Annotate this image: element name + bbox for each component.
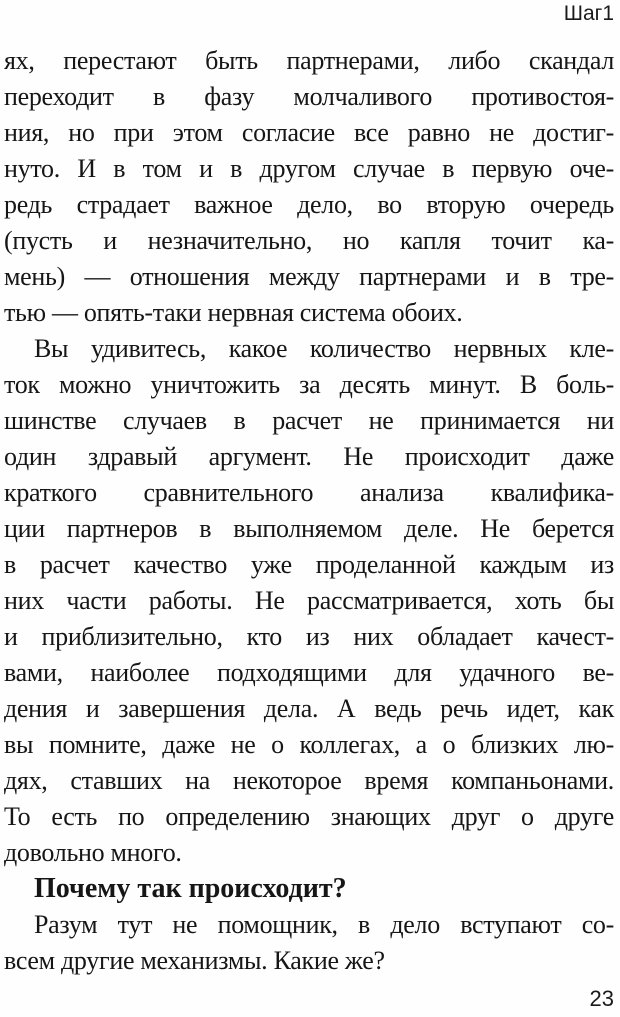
text-line: Вы удивитесь, какое количество нервных кле- <box>34 334 614 363</box>
section-heading: Почему так происходит? <box>34 873 347 904</box>
page-number: 23 <box>589 986 614 1011</box>
text-line: переходит в фазу молчаливого противостоя- <box>4 82 614 111</box>
text-line: ния, но при этом согласие все равно не достиг- <box>4 118 614 147</box>
text-line: всем другие механизмы. Какие же? <box>4 946 385 975</box>
text-line: вами, наиболее подходящими для удачного ве- <box>4 658 614 687</box>
text-line: ток можно уничтожить за десять минут. В боль- <box>4 370 614 399</box>
text-line: ции партнеров в выполняемом деле. Не берется <box>4 514 614 543</box>
text-line: нуто. И в том и в другом случае в первую оче- <box>4 154 614 183</box>
text-line: ях, перестают быть партнерами, либо скандал <box>4 46 614 75</box>
text-line: Разум тут не помощник, в дело вступают со- <box>34 910 614 939</box>
text-line: довольно много. <box>4 838 182 867</box>
text-block <box>4 43 614 979</box>
text-line: тью — опять-таки нервная система обоих. <box>4 298 463 327</box>
running-header <box>564 2 614 25</box>
text-line: один здравый аргумент. Не происходит даже <box>4 442 614 471</box>
text-line: редь страдает важное дело, во вторую очередь <box>4 190 614 219</box>
text-line: вы помните, даже не о коллегах, а о близких лю- <box>4 730 614 759</box>
text-line: шинстве случаев в расчет не принимается ни <box>4 406 614 435</box>
text-line: (пусть и незначительно, но капля точит ка- <box>4 226 614 255</box>
text-line: них части работы. Не рассматривается, хоть бы <box>4 586 614 615</box>
text-line: дения и завершения дела. А ведь речь идет, как <box>4 694 614 723</box>
text-line: и приблизительно, кто из них обладает качест- <box>4 622 614 651</box>
text-line: мень) — отношения между партнерами и в тре- <box>4 262 614 291</box>
text-line: в расчет качество уже проделанной каждым из <box>4 550 614 579</box>
text-line: дях, ставших на некоторое время компаньонами. <box>4 766 614 795</box>
text-line: краткого сравнительного анализа квалифика- <box>4 478 614 507</box>
text-line: То есть по определению знающих друг о друге <box>4 802 614 831</box>
chapter-label: Шаг1 <box>563 2 614 25</box>
